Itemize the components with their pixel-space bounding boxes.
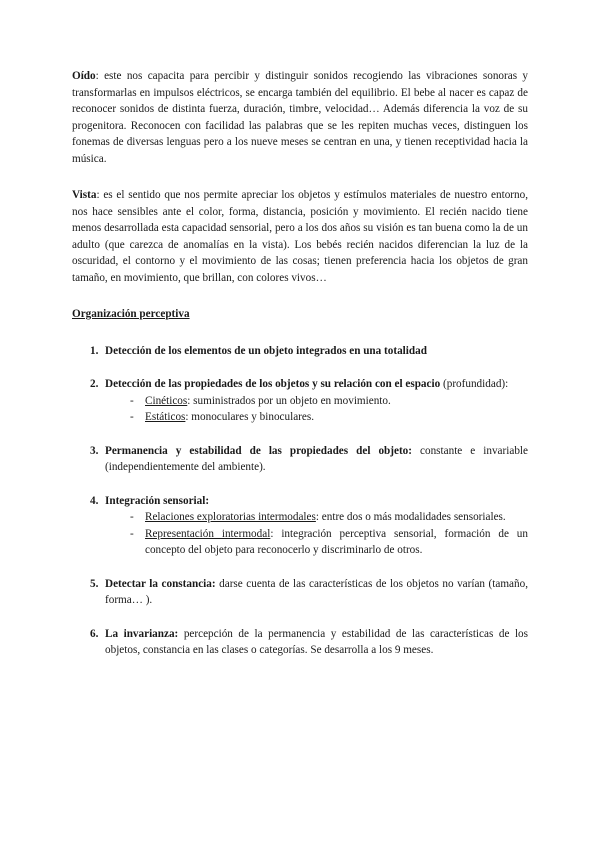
- sub-item-relaciones: [105, 509, 528, 526]
- dash-bullet: -: [130, 527, 134, 540]
- item-number: 3.: [90, 444, 99, 457]
- dash-bullet: -: [130, 394, 134, 407]
- section-heading: Organización perceptiva: [72, 308, 190, 320]
- sub-item-cineticos: [105, 393, 528, 410]
- item-bold: Detección de las propiedades de los objetos y su relación con el espacio: [105, 378, 441, 390]
- item-number: 6.: [90, 627, 99, 640]
- term-vista: Vista: [72, 189, 97, 201]
- list-item-4: [72, 493, 528, 559]
- paragraph-oido-text: : este nos capacita para percibir y distinguir sonidos recogiendo las vibraciones sonoras y transformarlas en impulsos eléctricos, se encarga también del equilibrio. El bebe al nacer es capaz de reconocer sonidos de distinta fuerza, duración, timbre, velocidad… Además diferencia la voz de su progenitora. Reconocen con facilidad las palabras que se les repiten muchas veces, distinguen los fonemas de diversas lenguas pero a los nueve meses se centran en una, y tienen receptividad hacia la música.: [72, 70, 528, 165]
- sub-term: Cinéticos: [145, 394, 188, 407]
- item-text: constante e invariable (independientemente del ambiente).: [105, 444, 528, 473]
- sub-text: : integración perceptiva sensorial, formación de un concepto del objeto para reconocerlo y discriminarlo de otros.: [145, 527, 528, 556]
- list-item-2: [72, 376, 528, 426]
- item-text: (profundidad):: [440, 378, 509, 390]
- sub-text: : monoculares y binoculares.: [185, 411, 315, 423]
- item-bold: La invarianza:: [105, 627, 179, 640]
- sub-list: [105, 393, 528, 426]
- list-item-1: [72, 343, 528, 360]
- term-oido: Oído: [72, 70, 96, 82]
- sub-text: : suministrados por un objeto en movimiento.: [187, 394, 391, 407]
- sub-term: Representación intermodal: [145, 527, 271, 540]
- item-number: 5.: [90, 577, 99, 590]
- item-text: percepción de la permanencia y estabilidad de las características de los objetos, constancia en las clases o categorías. Se desarrolla a los 9 meses.: [105, 627, 528, 656]
- document-page: [72, 68, 528, 676]
- sub-term: Estáticos: [145, 411, 186, 423]
- dash-bullet: -: [130, 411, 134, 423]
- sub-text: : entre dos o más modalidades sensoriales.: [315, 511, 506, 523]
- sub-item-estaticos: [105, 409, 528, 426]
- paragraph-vista-text: : es el sentido que nos permite apreciar los objetos y estímulos materiales de nuestro entorno, nos hace sensibles ante el color, forma, distancia, posición y movimiento. El recién nacido tiene menos desarrollada esta capacidad sensorial, pero a los dos años su visión es tan buena como la de un adulto (que carezca de anomalías en la vista). Los bebés recién nacidos diferencian la luz de la oscuridad, el contorno y el movimiento de las cosas; tienen preferencia hacia los objetos de gran tamaño, en movimiento, que brillan, con colores vivos…: [72, 189, 528, 284]
- list-item-6: [72, 626, 528, 659]
- item-number: 2.: [90, 378, 99, 390]
- list-item-3: [72, 443, 528, 476]
- item-number: 1.: [90, 344, 99, 357]
- paragraph-vista: [72, 187, 528, 286]
- paragraph-oido: [72, 68, 528, 167]
- item-bold: Detección de los elementos de un objeto integrados en una totalidad: [105, 344, 427, 357]
- list-item-5: [72, 576, 528, 609]
- sub-term: Relaciones exploratorias intermodales: [145, 511, 316, 523]
- sub-list: [105, 509, 528, 559]
- item-bold: Integración sensorial:: [105, 494, 210, 507]
- sub-item-representacion: [105, 526, 528, 559]
- dash-bullet: -: [130, 511, 134, 523]
- item-text: darse cuenta de las características de los objetos no varían (tamaño, forma… ).: [105, 577, 528, 606]
- item-number: 4.: [90, 494, 99, 507]
- item-bold: Detectar la constancia:: [105, 577, 216, 590]
- numbered-list: [72, 343, 528, 659]
- item-bold: Permanencia y estabilidad de las propiedades del objeto:: [105, 444, 412, 457]
